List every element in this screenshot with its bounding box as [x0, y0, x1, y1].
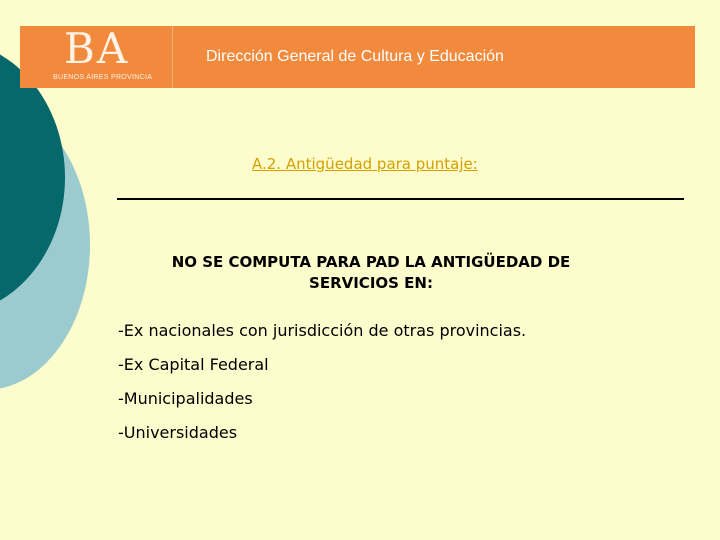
item-list: [118, 321, 526, 457]
ba-logo: [20, 26, 170, 88]
horizontal-rule: [117, 198, 684, 200]
heading-line-2: SERVICIOS EN:: [309, 274, 433, 292]
list-item: -Ex Capital Federal: [118, 355, 269, 374]
heading-line-1: NO SE COMPUTA PARA PAD LA ANTIGÜEDAD DE: [171, 253, 571, 271]
list-item: -Municipalidades: [118, 389, 253, 408]
list-item: -Ex nacionales con jurisdicción de otras provincias.: [118, 321, 527, 340]
header-title: Dirección General de Cultura y Educación: [206, 48, 504, 65]
logo-caption: BUENOS AIRES PROVINCIA: [53, 74, 153, 81]
section-subtitle: A.2. Antigüedad para puntaje:: [252, 155, 478, 173]
logo-letters: BA: [64, 24, 130, 73]
header-banner: [20, 26, 695, 88]
section-heading: [116, 252, 626, 294]
list-item: -Universidades: [118, 423, 238, 442]
header-divider: [172, 26, 173, 88]
